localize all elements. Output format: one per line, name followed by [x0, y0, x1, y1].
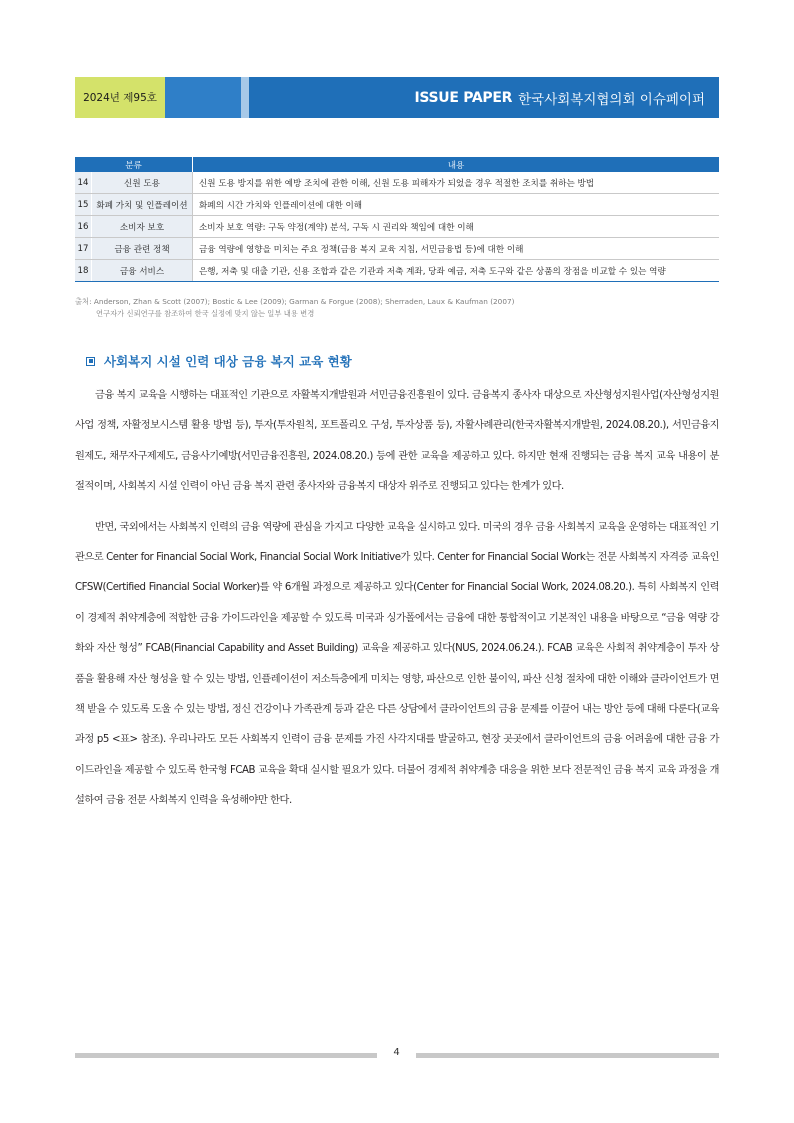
row-number: 18	[75, 260, 92, 282]
table-row	[75, 238, 719, 260]
header-category: 분류	[75, 157, 193, 172]
header-accent-strip	[165, 77, 241, 118]
table-header-row	[75, 157, 719, 172]
row-content: 화폐의 시간 가치와 인플레이션에 대한 이해	[193, 194, 720, 216]
row-category: 소비자 보호	[92, 216, 193, 238]
row-category: 화폐 가치 및 인플레이션	[92, 194, 193, 216]
table-row	[75, 216, 719, 238]
table-row	[75, 194, 719, 216]
row-number: 15	[75, 194, 92, 216]
brand-title: ISSUE PAPER	[414, 89, 513, 106]
header-accent-strip-light	[241, 77, 249, 118]
header-title-bar	[249, 77, 719, 118]
row-content: 은행, 저축 및 대출 기관, 신용 조합과 같은 기관과 저축 계좌, 당좌 예금, 저축 도구와 같은 상품의 장점을 비교할 수 있는 역량	[193, 260, 720, 282]
table-row	[75, 172, 719, 194]
footer-rule-right	[416, 1053, 719, 1058]
curriculum-table	[75, 157, 719, 282]
source-note: 연구자가 신뢰연구를 참조하여 한국 실정에 맞지 않는 일부 내용 변경	[96, 308, 315, 318]
row-content: 신원 도용 방지를 위한 예방 조치에 관한 이해, 신원 도용 피해자가 되었을 경우 적절한 조치를 취하는 방법	[193, 172, 720, 194]
row-content: 금융 역량에 영향을 미치는 주요 정책(금융 복지 교육 지침, 서민금융법 등)에 대한 이해	[193, 238, 720, 260]
paragraph: 반면, 국외에서는 사회복지 인력의 금융 역량에 관심을 가지고 다양한 교육을 실시하고 있다. 미국의 경우 금융 사회복지 교육을 운영하는 대표적인 기관으로 Center for Financial Social Work, Financial Social Work Initiative가 있다. Center for Financial Social Work는 전문 사회복지 자격증 교육인 CFSW(Certified Financial Social Worker)를 약 6개월 과정으로 제공하고 있다(Center for Financial Social Work, 2024.08.20.). 특히 사회복지 인력이 경제적 취약계층에 적합한 금융 가이드라인을 제공할 수 있도록 미국과 싱가폴에서는 금융에 대한 통합적이고 기본적인 내용을 바탕으로 “금융 역량 강화와 자산 형성” FCAB(Financial Capability and Asset Building) 교육을 제공하고 있다(NUS, 2024.06.24.). FCAB 교육은 사회적 취약계층이 투자 상품을 활용해 자산 형성을 할 수 있는 방법, 인플레이션이 저소득층에게 미치는 영향, 파산으로 인한 불이익, 파산 신청 절차에 대한 이해와 클라이언트가 면책 받을 수 있도록 도울 수 있는 방법, 정신 건강이나 가족관계 등과 같은 다른 상담에서 클라이언트의 금융 문제를 이끌어 내는 방안 등에 대해 다룬다(교육과정 p5 <표> 참조). 우리나라도 모든 사회복지 인력이 금융 문제를 가진 사각지대를 발굴하고, 현장 곳곳에서 클라이언트의 금융 어려움에 대한 금융 가이드라인을 제공할 수 있도록 한국형 FCAB 교육을 확대 실시할 필요가 있다. 더불어 경제적 취약계층 대응을 위한 보다 전문적인 금융 복지 교육 과정을 개설하여 금융 전문 사회복지 인력을 육성해야만 한다.	[75, 521, 719, 807]
row-category: 금융 서비스	[92, 260, 193, 282]
table-row	[75, 260, 719, 282]
page-header	[75, 77, 719, 118]
paragraph: 금융 복지 교육을 시행하는 대표적인 기관으로 자활복지개발원과 서민금융진흥원이 있다. 금융복지 종사자 대상으로 자산형성지원사업(자산형성지원사업 정책, 자활정보시스템 활용 방법 등), 투자(투자원칙, 포트폴리오 구성, 투자상품 등), 자활사례관리(한국자활복지개발원, 2024.08.20.), 서민금융지원제도, 채무자구제제도, 금융사기예방(서민금융진흥원, 2024.08.20.) 등에 관한 교육을 제공하고 있다. 하지만 현재 진행되는 금융 복지 교육 내용이 분절적이며, 사회복지 시설 인력이 아닌 금융 복지 관련 종사자와 금융복지 대상자 위주로 진행되고 있다는 한계가 있다.	[75, 390, 719, 493]
source-citation: 출처: Anderson, Zhan & Scott (2007); Bostic & Lee (2009); Garman & Forgue (2008); Sherraden, Laux & Kaufman (2007)	[75, 297, 515, 306]
square-bullet-icon	[86, 357, 95, 366]
body-text	[75, 381, 719, 827]
section-heading	[86, 352, 352, 370]
footer-rule-left	[75, 1053, 377, 1058]
page-number: 4	[393, 1047, 400, 1058]
row-category: 금융 관련 정책	[92, 238, 193, 260]
issue-number: 2024년 제95호	[75, 77, 165, 118]
section-title: 사회복지 시설 인력 대상 금융 복지 교육 현황	[104, 354, 352, 369]
publisher-title: 한국사회복지협의회 이슈페이퍼	[518, 91, 705, 108]
table-source	[75, 296, 514, 319]
header-content: 내용	[193, 157, 720, 172]
row-number: 14	[75, 172, 92, 194]
row-number: 16	[75, 216, 92, 238]
row-number: 17	[75, 238, 92, 260]
row-content: 소비자 보호 역량: 구독 약정(계약) 분석, 구독 시 권리와 책임에 대한 이해	[193, 216, 720, 238]
row-category: 신원 도용	[92, 172, 193, 194]
